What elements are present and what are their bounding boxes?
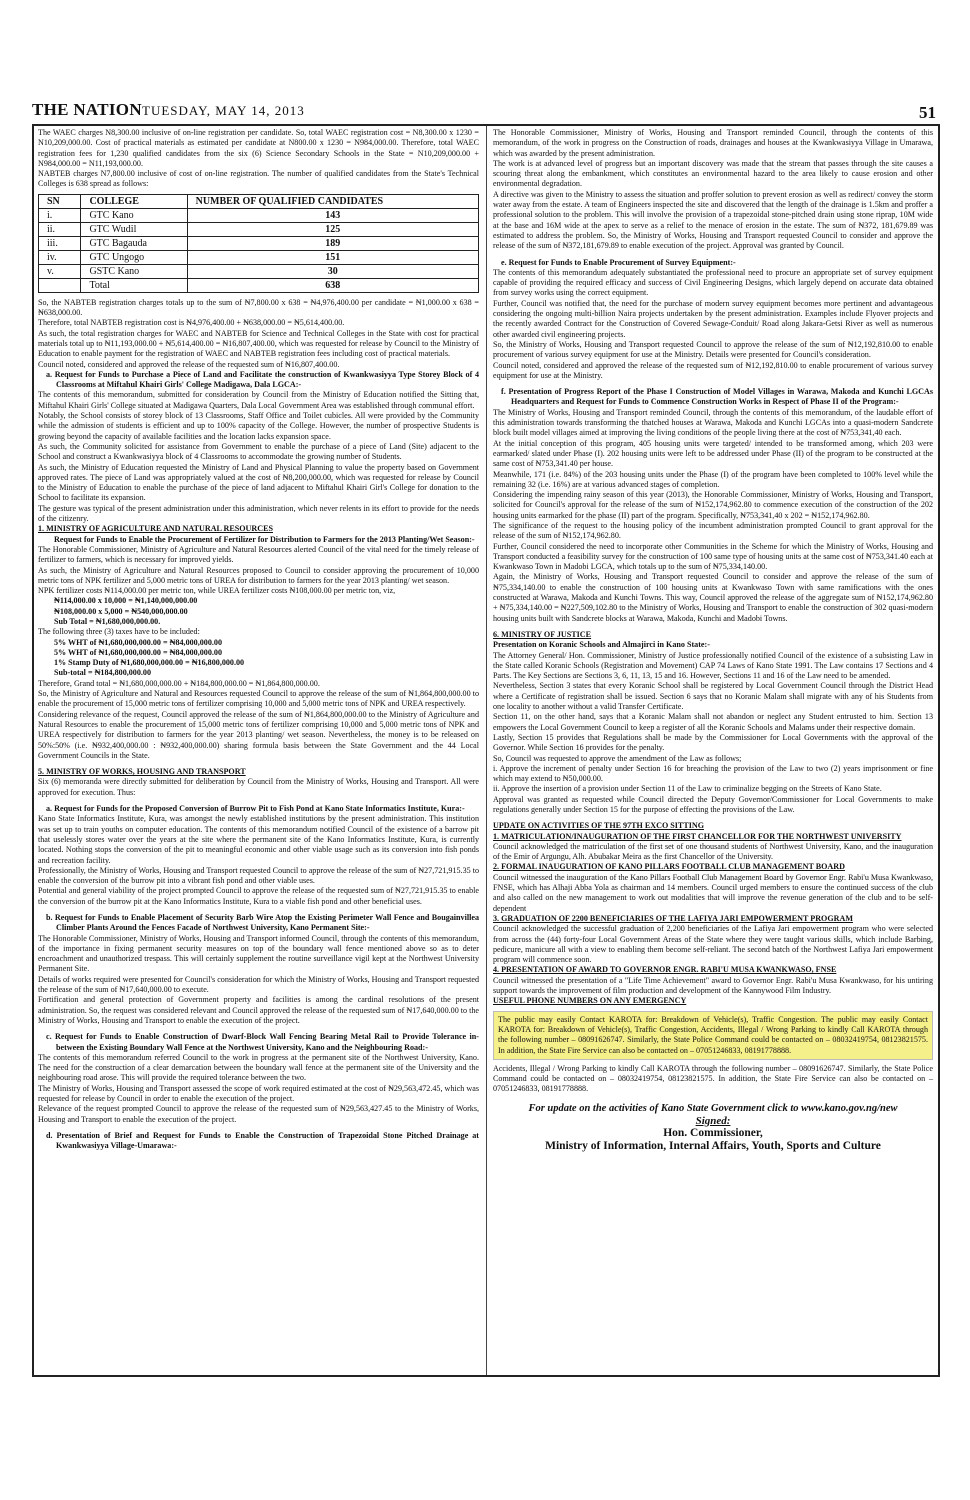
paragraph: The contents of this memorandum referred Council to the work in progress at the permanent site of the Northwest University, Kano. The need for the construction of a clear demarcation between the boundary wall fence at the permanent site of the University and the neighbouring road arose. This will provide the required tolerance between the two.	[38, 1052, 479, 1083]
paragraph: NABTEB charges N7,800.00 inclusive of cost of on-line registration. The number of qualified candidates from the State's Technical Colleges is 638 spread as follows:	[38, 169, 479, 189]
section-heading: 1. MINISTRY OF AGRICULTURE AND NATURAL RESOURCES	[38, 524, 273, 534]
table-row	[39, 236, 479, 250]
paragraph: Council acknowledged the matriculation of the first set of one thousand students of Northwest University, Kano, and the inauguration of the Emir of Argungu, Alh. Abubakar Meira as the first Chancellor of the University.	[493, 841, 933, 862]
section-heading: d. Presentation of Brief and Request for Funds to Enable the Construction of Trapezoidal Stone Pitched Drainage at Kwankwasiyya Village-Umarawa:-	[46, 1130, 479, 1151]
table-header: COLLEGE	[81, 194, 187, 208]
paragraph: Meanwhile, 171 (i.e. 84%) of the 203 housing units under the Phase (I) of the program have been completed to 100% level while the remaining 32 (i.e. 16%) are at various advanced stages of completion.	[493, 469, 933, 489]
table-cell: 151	[187, 250, 478, 264]
paragraph: Notably, the School consists of storey block of 13 Classrooms, Staff Office and Toilet cubicles. All were provided by the Community while the admission of students is efficient and up to 100% capacity of the College. However, the number of prospective Students is growing beyond the capacity of available facilities and the location lacks expansion space.	[38, 411, 479, 441]
paragraph: ii. Approve the insertion of a provision under Section 11 of the Law to criminalize begging on the Streets of Kano State.	[493, 784, 882, 794]
paragraph: Potential and general viability of the project prompted Council to approve the release of the requested sum of ₦27,721,915.35 to enable the conversion of the burrow pit at the Kano Informatics Institute, Kura to a viable fish pond and other beneficial uses.	[38, 886, 479, 906]
table-cell: GTC Ungogo	[81, 250, 187, 264]
paragraph: A directive was given to the Ministry to assess the situation and proffer solution to prevent erosion as well as redirect/ convey the storm water away from the estate. A team of Engineers inspected the site and discovered that the length of the drainage is 1.5km and proffer a professional solution to the problem. This will involve the provision of a trapezoidal stone-pitched drain using stone riprap, 10M wide at the base and 16M wide at the apex to serve as a relief to the menace of erosion in the estate. The sum of ₦372, 181,679.89 was estimated to address the problem. So, the Ministry of Works, Housing and Transport requested Council to consider and approve the release of the sum of ₦372,181,679.89 to enable execution of the project. Approval was granted by Council.	[493, 189, 933, 251]
paragraph: The following three (3) taxes have to be included:	[38, 627, 200, 637]
paragraph: Again, the Ministry of Works, Housing and Transport requested Council to consider and approve the release of the sum of ₦75,334,140.00 to enable the construction of 100 housing units at Kwankwaso Town with same ramifications with the ones constructed at Warawa, Makoda and Kunchi Towns. This way, Council approved the release of the aggregate sum of ₦152,174,962.80 + ₦75,334,140.00 = ₦227,509,102.80 to the Ministry of Works, Housing and Transport to enable the construction of 302 quasi-modern housing units built with Sandcrete blocks at Warawa, Makoda, Kunchi and Madobi Towns.	[493, 572, 933, 623]
newspaper-name: THE NATION	[32, 100, 142, 119]
tax-line: 5% WHT of ₦1,680,000,000.00 = ₦84,000,000.00	[54, 647, 222, 657]
section-heading: UPDATE ON ACTIVITIES OF THE 97TH EXCO SITTING	[493, 821, 705, 831]
issue-date: TUESDAY, MAY 14, 2013	[142, 103, 305, 118]
paragraph: At the initial conception of this program, 405 housing units were targeted/ intended to be transformed among, which 203 were earmarked/ slated under Phase (I). 202 housing units were left to be addressed under Phase (II) of the program to be constructed at the same cost of ₦753,341.40 per house.	[493, 438, 933, 469]
paragraph: So, the NABTEB registration charges totals up to the sum of ₦7,800.00 x 638 = ₦4,976,400.00 per candidate = ₦1,000.00 x 638 = ₦638,000.00.	[38, 297, 479, 318]
table-total-row	[39, 278, 479, 292]
table-cell: 125	[187, 222, 478, 236]
table-cell: iv.	[39, 250, 81, 264]
paragraph: Therefore, Grand total = ₦1,680,000,000.00 + ₦184,800,000.00 = ₦1,864,800,000.00.	[38, 678, 320, 688]
table-cell: 638	[187, 278, 478, 292]
section-subheading: Request for Funds to Enable the Procurement of Fertilizer for Distribution to Farmers for the 2013 Planting/Wet Season:-	[54, 534, 475, 544]
tax-line: 1% Stamp Duty of ₦1,680,000,000.00 = ₦16,800,000.00	[54, 658, 245, 668]
section-heading: b. Request for Funds to Enable Placement of Security Barb Wire Atop the Existing Perimeter Wall Fence and Bougainvillea Climber Plants Around the Fences Facade of Northwest University, Kano Permanent Site:-	[46, 913, 479, 933]
signatory-ministry: Ministry of Information, Internal Affairs, Youth, Sports and Culture	[545, 1139, 881, 1152]
section-subheading: 3. GRADUATION OF 2200 BENEFICIARIES OF THE LAFIYA JARI EMPOWERMENT PROGRAM	[493, 913, 853, 923]
table-row	[39, 250, 479, 264]
section-subheading: Presentation on Koranic Schools and Almajirci in Kano State:-	[493, 640, 710, 650]
table-cell: GTC Bagauda	[81, 236, 187, 250]
calculation-line: Sub Total = ₦1,680,000,000.00.	[54, 616, 161, 626]
paragraph: Six (6) memoranda were directly submitted for deliberation by Council from the Ministry of Works, Housing and Transport. All were approved for execution. Thus:	[38, 777, 479, 797]
paragraph: The Honorable Commissioner, Ministry of Works, Housing and Transport informed Council, through the contents of this memorandum, of the importance in fixing permanent security measures on top of the boundary wall fence mentioned above so as to deter encroachment and unauthorized trespass. This will certainly supplement the routine surveillance vigil kept at the Northwest University Permanent Site.	[38, 933, 479, 974]
paragraph: As such, the total registration charges for WAEC and NABTEB for Science and Technical Colleges in the State with cost for practical materials total up to ₦11,193,000.00 + ₦5,614,400.00 = ₦16,807,400.00, which was requested for release by Council to the Ministry of Education to enable payment for the registration of WAEC and NABTEB registration fees including cost of practical materials.	[38, 328, 479, 359]
paragraph: As such, the Ministry of Agriculture and Natural Resources proposed to Council to consider approving the procurement of 10,000 metric tons of NPK fertilizer and 5,000 metric tons of UREA for distribution to farmers for the year 2013 planting/ wet season.	[38, 565, 479, 585]
table-cell: GTC Kano	[81, 208, 187, 222]
table-header-row	[39, 194, 479, 208]
paragraph: Relevance of the request prompted Council to approve the release of the requested sum of ₦29,563,427.45 to the Ministry of Works, Housing and Transport to enable the execution of the project.	[38, 1104, 479, 1124]
calculation-line: ₦108,000.00 x 5,000 = ₦540,000,000.00	[54, 606, 188, 616]
table-cell: GTC Wudil	[81, 222, 187, 236]
paragraph: NPK fertilizer costs ₦114,000.00 per metric ton, while UREA fertilizer costs ₦108,000.00 per metric ton, viz,	[38, 586, 396, 596]
table-row	[39, 264, 479, 278]
table-cell: GSTC Kano	[81, 264, 187, 278]
section-heading: e. Request for Funds to Enable Procurement of Survey Equipment:-	[501, 257, 736, 267]
paragraph: Council witnessed the presentation of a "Life Time Achievement" award to Governor Engr. Rabi'u Musa Kwankwaso, for his untiring support towards the improvement of film production and development of the Kannywood Film Industry.	[493, 975, 933, 996]
emergency-contacts-box	[493, 1011, 933, 1060]
paragraph: i. Approve the increment of penalty under Section 16 for breaching the provision of the Law to two (2) years imprisonment or fine which may extend to ₦50,000.00.	[493, 763, 933, 784]
paragraph: Lastly, Section 15 provides that Regulations shall be made by the Commissioner for Local Governments with the approval of the Governor. While Section 16 provides for the penalty.	[493, 732, 933, 753]
tax-line: Sub-total = ₦184,800,000.00	[54, 668, 152, 678]
paragraph: The gesture was typical of the present administration under this administration, which never relents in its effort to provide for the needs of the citizenry.	[38, 503, 479, 524]
paragraph: As such, the Ministry of Education requested the Ministry of Land and Physical Planning to value the property based on Government approved rates. The piece of Land was appropriately valued at the cost of ₦8,200,000.00, which was requested for release by Council to the Ministry of Education to enable the purchase of the piece of land adjacent to Miftahul Khairi Girl's College for donation to the School to facilitate its expansion.	[38, 462, 479, 503]
table-cell: ii.	[39, 222, 81, 236]
table-cell: 143	[187, 208, 478, 222]
paragraph: Details of works required were presented for Council's consideration for which the Ministry of Works, Housing and Transport requested the release of the sum of ₦17,640,000.00 to execute.	[38, 974, 479, 995]
paragraph: Professionally, the Ministry of Works, Housing and Transport requested Council to approve the release of the sum of ₦27,721,915.35 to enable the conversion of the burrow pit into a vibrant fish pond and other viable uses.	[38, 865, 479, 886]
newspaper-header	[32, 100, 940, 124]
section-heading: 5. MINISTRY OF WORKS, HOUSING AND TRANSPORT	[38, 767, 246, 777]
paragraph: Council noted, considered and approved the release of the requested sum of ₦16,807,400.00.	[38, 359, 340, 369]
table-cell: iii.	[39, 236, 81, 250]
table-cell: 189	[187, 236, 478, 250]
table-cell: v.	[39, 264, 81, 278]
paragraph: Considering relevance of the request, Council approved the release of the sum of ₦1,864,800,000.00 to the Ministry of Agriculture and Natural Resources to enable the procurement of 15,000 metric tons of fertilizer comprising 10,000 and 5,000 metric tons of NPK and UREA respectively for distribution to farmers for the year 2013 planting/ wet season. Nevertheless, the money is to be released on 50%:50% (i.e. ₦932,400,000.00 : ₦932,400,000.00) sharing formula basis between the State Government and the 44 Local Government Councils in the State.	[38, 709, 479, 760]
column-divider	[486, 126, 487, 1375]
table-cell	[39, 278, 81, 292]
paragraph: The Ministry of Works, Housing and Transport reminded Council, through the contents of this memorandum, of the laudable effort of this administration towards transforming the thatched houses at Warawa, Makoda and Kunchi LGCAs into a quasi-modern Sandcrete block built model villages aimed at improving the living conditions of the people living there at the cost of ₦753,341,40 each.	[493, 407, 933, 438]
section-heading: 6. MINISTRY OF JUSTICE	[493, 629, 592, 639]
paragraph: The Honorable Commissioner, Ministry of Agriculture and Natural Resources alerted Council of the vital need for the timely release of fertilizer to farmers, which is necessary for improved yields.	[38, 544, 479, 565]
calculation-line: ₦114,000.00 x 10,000 = ₦1,140,000,000.00	[54, 596, 198, 606]
table-cell: i.	[39, 208, 81, 222]
section-subheading: 4. PRESENTATION OF AWARD TO GOVERNOR ENGR. RABI'U MUSA KWANKWASO, FNSE	[493, 965, 837, 975]
page-number: 51	[919, 103, 936, 122]
paragraph: Section 11, on the other hand, says that a Koranic Malam shall not abandon or neglect any Student entrusted to him. Section 13 empowers the Local Government Council to keep a register of all the Koranic Schools and Malams under their respective domain.	[493, 712, 933, 732]
paragraph: The Ministry of Works, Housing and Transport assessed the scope of work required estimated at the cost of ₦29,563,472.45, which was requested for release by Council in order to enable the execution of the project.	[38, 1083, 479, 1104]
emergency-contacts-text: The public may easily Contact KAROTA for: Breakdown of Vehicle(s), Traffic Congestion. The public may easily Contact KAROTA for: Breakdown of Vehicle(s), Traffic Congestion, Accidents, Illegal / Wrong Parking to kindly Call KAROTA through the following number – 08091626747. Similarly, the State Police Command could be contacted on – 08032419754, 08123821575. In addition, the State Fire Service can also be contacted on – 07051246833, 08191778888.	[498, 1014, 928, 1055]
table-row	[39, 208, 479, 222]
table-row	[39, 222, 479, 236]
paragraph: The contents of this memorandum adequately substantiated the professional need to procure an appropriate set of survey equipment capable of providing the required efficacy and success of Civil Engineering Designs, which largely depend on accurate data obtained from survey works using the correct equipment.	[493, 267, 933, 298]
paragraph: The contents of this memorandum, submitted for consideration by Council from the Ministry of Education notified the Sitting that, Miftahul Khairi Girls' College situated at Madigawa Quarters, Dala Local Government Area was established through communal effort.	[38, 390, 479, 410]
paragraph: Therefore, total NABTEB registration cost is ₦4,976,400.00 + ₦638,000.00 = ₦5,614,400.00.	[38, 318, 345, 328]
table-header: NUMBER OF QUALIFIED CANDIDATES	[187, 194, 478, 208]
paragraph: So, the Ministry of Works, Housing and Transport requested Council to approve the release of the sum of ₦12,192,810.00 to enable procurement of various survey equipment for use at the Ministry. Details were presented for Council's consideration.	[493, 339, 933, 360]
paragraph: Kano State Informatics Institute, Kura, was amongst the newly established institutions by the present administration. This institution was set up to train youths on computer education. The contents of this memorandum notified Council of the existence of a barrow pit that uselessly stores water over the years at the site where the permanent site of the Kano Informatics Institute, Kura, is currently located. Nothing stops the conversion of the pit to meaningful economic and other viable usage such as its conversion into fish ponds and recreation facility.	[38, 814, 479, 865]
paragraph: Accidents, Illegal / Wrong Parking to kindly Call KAROTA through the following number – 08091626747. Similarly, the State Police Command could be contacted on – 08032419754, 08123821575. In addition, the State Fire Service can also be contacted on – 07051246833, 08191778888.	[493, 1063, 933, 1094]
paragraph: Fortification and general protection of Government property and facilities is among the cardinal resolutions of the present administration. So, the request was considered relevant and Council approved the release of the requested sum of ₦17,640,000.00 to the Ministry of Works, Housing and Transport to enable the execution of the project.	[38, 995, 479, 1025]
paragraph: Council witnessed the inauguration of the Kano Pillars Football Club Management Board by Governor Engr. Rabi'u Musa Kwankwaso, FNSE, which has Alhaji Abba Yola as chairman and 14 members. Council urged members to ensure the continued success of the club and also called on the new management to work out modalities that will improve the revenue generation of the club and to be self-dependent	[493, 872, 933, 913]
signatory-title: Hon. Commissioner,	[663, 1126, 763, 1139]
paragraph: Considering the impending rainy season of this year (2013), the Honorable Commissioner, Ministry of Works, Housing and Transport, solicited for Council's approval for the release of the sum of ₦152,174,962.80 to commence execution of the construction of the 202 housing units earmarked for the phase (II) part of the program. Specifically, ₦753,341,40 x 202 = ₦152,174,962.80.	[493, 490, 933, 520]
paragraph: Nevertheless, Section 3 states that every Koranic School shall be registered by Local Government Council through the District Head where a Certificate of registration shall be issued. Section 6 says that no Koranic Malam shall migrate with any of his Students from one locality to another without a valid Transfer Certificate.	[493, 681, 933, 712]
paragraph: Approval was granted as requested while Council directed the Deputy Governor/Commissioner for Local Governments to make regulations generally under Section 15 for the purpose of effecting the provisions of the Law.	[493, 794, 933, 814]
colleges-table	[38, 194, 479, 293]
paragraph: Further, Council considered the need to incorporate other Communities in the Scheme for which the Ministry of Works, Housing and Transport conducted a feasibility survey for the construction of 100 same type of housing units at the same cost of ₦753,341.40 each at Kwankwaso Town in Madobi LGCA, which totals up to the sum of ₦75,334,140.00.	[493, 541, 933, 572]
update-notice: For update on the activities of Kano State Government click to www.kano.gov.ng/new	[528, 1102, 898, 1114]
table-cell: 30	[187, 264, 478, 278]
signed-label: Signed:	[695, 1114, 731, 1127]
section-heading: c. Request for Funds to Enable Construction of Dwarf-Block Wall Fencing Bearing Metal Rail to Provide Tolerance in-between the Existing Boundary Wall Fence at the Northwest University, Kano and the Neighbouring Road:-	[46, 1032, 479, 1052]
section-heading: a. Request for Funds for the Proposed Conversion of Burrow Pit to Fish Pond at Kano State Informatics Institute, Kura:-	[46, 804, 465, 814]
left-column	[38, 128, 479, 1152]
section-heading: f. Presentation of Progress Report of the Phase I Construction of Model Villages in Warawa, Makoda and Kunchi LGCAs Headquarters and Request for Funds to Commence Construction Works in Respect of Phase II of the Program:-	[501, 387, 933, 407]
paragraph: The Attorney General/ Hon. Commissioner, Ministry of Justice professionally notified Council of the existence of a subsisting Law in the State called Koranic Schools (Registration and Movement) CAP 74 Laws of Kano State 1991. The Law contains 17 Sections and 4 Parts. The Key Sections are Sections 3, 6, 11, 13, 15 and 16. However, Sections 11 and 16 of the Law need to be amended.	[493, 650, 933, 681]
paragraph: Council acknowledged the successful graduation of 2,200 beneficiaries of the Lafiya Jari empowerment program who were selected from across the (44) forty-four Local Government Areas of the State where they were taught various skills, which include Barbing, pedicure, manicure all with a view to enabling them become self-reliant. The second batch of the Northwest Lafiya Jari empowerment program will commence soon.	[493, 924, 933, 965]
section-subheading: 1. MATRICULATION/INAUGURATION OF THE FIRST CHANCELLOR FOR THE NORTHWEST UNIVERSITY	[493, 831, 902, 841]
section-subheading: 2. FORMAL INAUGURATION OF KANO PILLARS FOOTBALL CLUB MANAGEMENT BOARD	[493, 862, 845, 872]
paragraph: The work is at advanced level of progress but an important discovery was made that the stream that passes through the site causes a scouring threat along the embankment, which constitutes an environmental hazard to the area likely to cause erosion and other environmental degradation.	[493, 158, 933, 189]
paragraph: The Honorable Commissioner, Ministry of Works, Housing and Transport reminded Council, through the contents of this memorandum, of the work in progress on the Construction of roads, drainages and houses at the Kwankwasiyya Village in Umarawa, which was awarded by the present administration.	[493, 128, 933, 158]
paragraph: So, the Ministry of Agriculture and Natural and Resources requested Council to approve the release of the sum of ₦1,864,800,000.00 to enable the procurement of 15,000 metric tons of fertilizer comprising 10,000 and 5,000 metric tons of NPK and UREA respectively.	[38, 689, 479, 709]
section-subheading: USEFUL PHONE NUMBERS ON ANY EMERGENCY	[493, 996, 687, 1006]
table-header: SN	[39, 194, 81, 208]
paragraph: The significance of the request to the housing policy of the incumbent administration prompted Council to grant approval for the release of the sum of ₦152,174,962.80.	[493, 520, 933, 541]
paragraph: Council noted, considered and approved the release of the requested sum of ₦12,192,810.00 to enable procurement of various survey equipment for use at the Ministry.	[493, 360, 933, 380]
section-heading: a. Request for Funds to Purchase a Piece of Land and Facilitate the construction of Kwankwasiyya Type Storey Block of 4 Classrooms at Miftahul Khairi Girls' College Madigawa, Dala LGCA:-	[46, 369, 479, 390]
table-cell: Total	[81, 278, 187, 292]
right-column	[493, 128, 933, 1153]
paragraph: As such, the Community solicited for assistance from Government to enable the purchase of a piece of Land (Site) adjacent to the School and construct a Kwankwasiyya block of 4 Classrooms to accommodate the growing number of Students.	[38, 441, 479, 462]
paragraph: Further, Council was notified that, the need for the purchase of modern survey equipment becomes more pertinent and advantageous considering the ongoing multi-billion Naira projects undertaken by the present administration. Examples include Flyover projects and the recently awarded Contract for the Construction of Covered Sewage-Conduit/ Road along Jakara-Getsi River as well as numerous other awarded civil engineering projects.	[493, 298, 933, 339]
paragraph: The WAEC charges N8,300.00 inclusive of on-line registration per candidate. So, total WAEC registration cost = N8,300.00 x 1230 = N10,209,000.00. Cost of practical materials as estimated per candidate at N800.00 x 1230 = N984,000.00. Therefore, total WAEC registration fees for 1,230 qualified candidates from the six (6) Science Secondary Schools in the State = N10,209,000.00 + N984,000.00 = N11,193,000.00.	[38, 128, 479, 168]
paragraph: So, Council was requested to approve the amendment of the Law as follows;	[493, 753, 742, 763]
tax-line: 5% WHT of ₦1,680,000,000.00 = ₦84,000,000.00	[54, 637, 222, 647]
